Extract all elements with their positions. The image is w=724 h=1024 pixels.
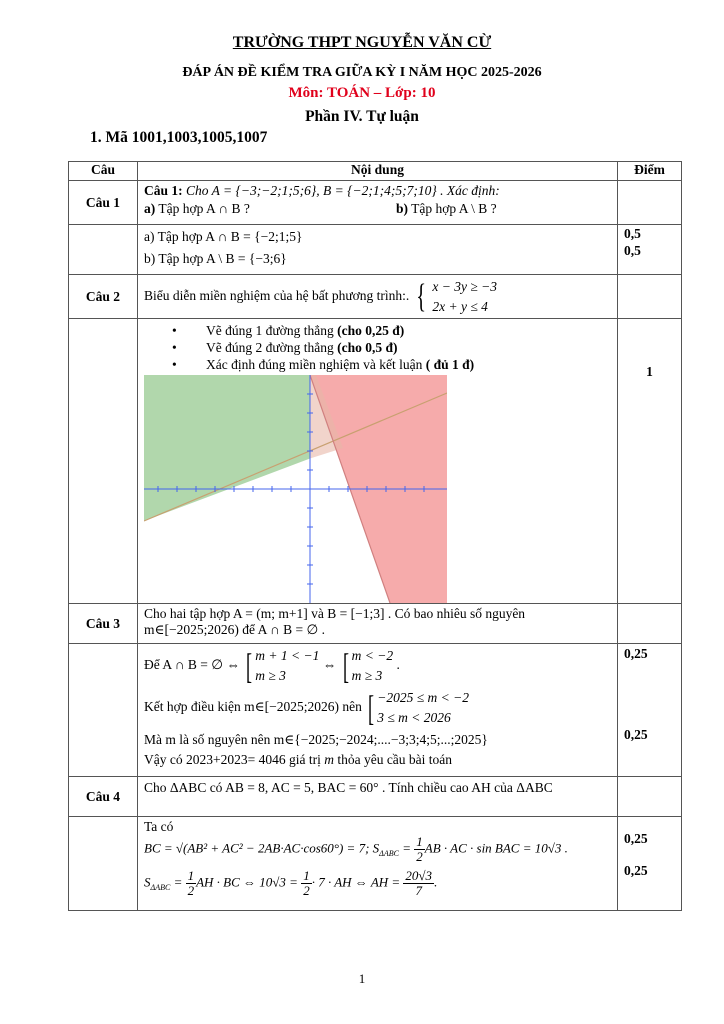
part-b-label: b) bbox=[396, 201, 409, 216]
table-row bbox=[69, 817, 682, 911]
header-question: Câu bbox=[69, 162, 138, 181]
list-item: • Vẽ đúng 2 đường thẳng (cho 0,5 đ) bbox=[206, 339, 611, 356]
header-points: Điểm bbox=[618, 162, 682, 181]
points-1: 0,25 bbox=[624, 646, 648, 661]
solution-region-graph bbox=[144, 375, 447, 603]
question-label-empty bbox=[69, 817, 138, 911]
part-a-text: Tập hợp A ∩ B ? bbox=[155, 201, 250, 216]
points-total: 1 bbox=[646, 364, 653, 379]
solution-intro: Ta có bbox=[144, 819, 174, 834]
question-text-2: m∈[−2025;2026) để A ∩ B = ∅ . bbox=[144, 622, 325, 637]
points-b: 0,5 bbox=[624, 243, 641, 258]
solution-line-2: $S_{\Delta ABC}$ = $\frac{1}{2}$ AH · BC ⇔ 10√3 = $\frac{1}{2}$ · 7 · AH ⇔ AH = $\frac{20√3}{7}$ . bbox=[144, 868, 438, 898]
answer-table bbox=[68, 161, 682, 911]
document-title: ĐÁP ÁN ĐỀ KIỂM TRA GIỮA KỲ I NĂM HỌC 2025-2026 bbox=[182, 65, 542, 80]
table-row bbox=[69, 319, 682, 604]
list-item: • Vẽ đúng 1 đường thẳng (cho 0,25 đ) bbox=[206, 322, 611, 339]
question-label-empty bbox=[69, 225, 138, 275]
question-label: Câu 3 bbox=[69, 604, 138, 644]
question-content bbox=[138, 777, 618, 817]
inequality-2: 2x + y ≤ 4 bbox=[432, 298, 488, 314]
points-cell bbox=[618, 181, 682, 225]
exam-codes: 1. Mã 1001,1003,1005,1007 bbox=[90, 129, 268, 146]
solution-line-1: BC = √(AB² + AC² − 2AB·AC·cos60°) = 7; $S_{\Delta ABC}$ = $\frac{1}{2}$ AB · AC · sin BAC = 10√3 . bbox=[144, 834, 568, 864]
grading-criteria bbox=[144, 322, 611, 373]
points-cell bbox=[618, 225, 682, 275]
page-number: 1 bbox=[358, 971, 366, 986]
question-content bbox=[138, 275, 618, 319]
question-label-empty bbox=[69, 319, 138, 604]
table-header-row bbox=[69, 162, 682, 181]
question-content bbox=[138, 181, 618, 225]
points-cell bbox=[618, 604, 682, 644]
solution-step-1: Để A ∩ B = ∅ ⇔ [ m + 1 < −1 m ≥ 3 ⇔ [ m < −2 m ≥ 3 . bbox=[144, 646, 400, 686]
points-cell bbox=[618, 319, 682, 604]
part-b-text: Tập hợp A \ B ? bbox=[408, 201, 497, 216]
answer-a: a) Tập hợp A ∩ B = {−2;1;5} bbox=[144, 229, 303, 244]
question-text: Cho A = {−3;−2;1;5;6}, B = {−2;1;4;5;7;10} . Xác định: bbox=[182, 183, 500, 198]
question-text: Biểu diễn miền nghiệm của hệ bất phương trình:. bbox=[144, 287, 410, 303]
question-text-1: Cho hai tập hợp A = (m; m+1] và B = [−1;3] . Có bao nhiêu số nguyên bbox=[144, 606, 526, 621]
question-label: Câu 4 bbox=[69, 777, 138, 817]
points-1: 0,25 bbox=[624, 831, 648, 846]
answer-b: b) Tập hợp A \ B = {−3;6} bbox=[144, 251, 287, 266]
inequality-1: x − 3y ≥ −3 bbox=[432, 278, 497, 294]
school-name: TRƯỜNG THPT NGUYỄN VĂN CỪ bbox=[232, 34, 492, 51]
points-a: 0,5 bbox=[624, 226, 641, 241]
table-row bbox=[69, 275, 682, 319]
question-label: Câu 2 bbox=[69, 275, 138, 319]
answer-content bbox=[138, 319, 618, 604]
list-item: • Xác định đúng miền nghiệm và kết luận ( đủ 1 đ) bbox=[206, 356, 611, 373]
points-cell bbox=[618, 817, 682, 911]
question-content bbox=[138, 604, 618, 644]
answer-content bbox=[138, 225, 618, 275]
solution-step-2: Kết hợp điều kiện m∈[−2025;2026) nên [ −2025 ≤ m < −2 3 ≤ m < 2026 bbox=[144, 688, 469, 728]
table-row bbox=[69, 644, 682, 777]
points-cell bbox=[618, 777, 682, 817]
answer-content bbox=[138, 817, 618, 911]
table-row bbox=[69, 225, 682, 275]
points-2: 0,25 bbox=[624, 727, 648, 742]
table-row bbox=[69, 604, 682, 644]
solution-step-4: Vậy có 2023+2023= 4046 giá trị m thỏa yêu cầu bài toán bbox=[144, 752, 453, 767]
part-a-label: a) bbox=[144, 201, 156, 216]
points-cell bbox=[618, 275, 682, 319]
table-row bbox=[69, 777, 682, 817]
header-content: Nội dung bbox=[138, 162, 618, 181]
subject-line: Môn: TOÁN – Lớp: 10 bbox=[288, 85, 436, 101]
points-2: 0,25 bbox=[624, 863, 648, 878]
points-cell bbox=[618, 644, 682, 777]
question-text: Cho ΔABC có AB = 8, AC = 5, BAC = 60° . Tính chiều cao AH của ΔABC bbox=[144, 780, 553, 795]
part-heading: Phần IV. Tự luận bbox=[305, 108, 419, 125]
question-number: Câu 1: bbox=[144, 183, 183, 198]
question-label: Câu 1 bbox=[69, 181, 138, 225]
inequality-system bbox=[432, 277, 497, 317]
answer-content bbox=[138, 644, 618, 777]
table-row bbox=[69, 181, 682, 225]
system-brace: { bbox=[415, 277, 426, 315]
question-label-empty bbox=[69, 644, 138, 777]
solution-step-3: Mà m là số nguyên nên m∈{−2025;−2024;....−3;3;4;5;...;2025} bbox=[144, 732, 488, 747]
